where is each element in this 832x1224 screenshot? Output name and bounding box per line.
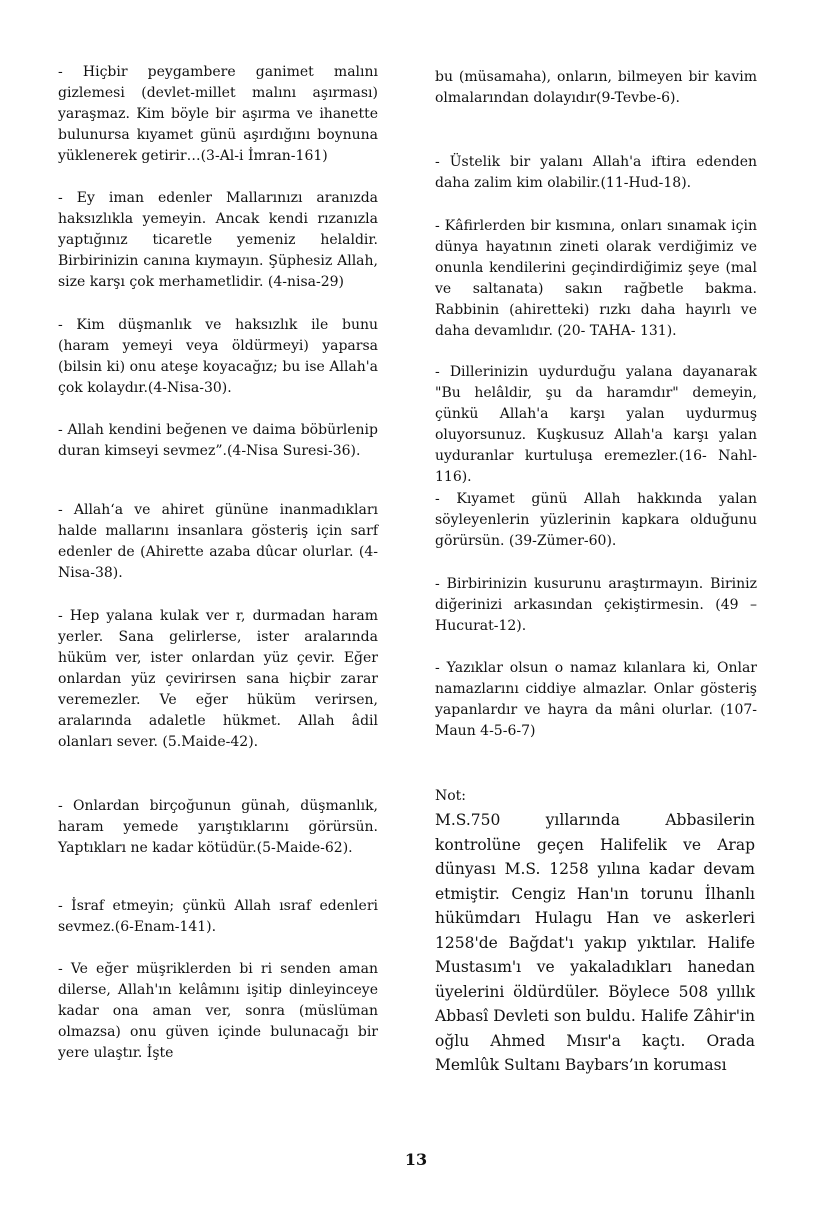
paragraph-right-5: - Kıyamet günü Allah hakkında yalan söyleyenlerin yüzlerinin kapkara olduğunu görürsün. (39-Zümer-60).	[435, 491, 757, 549]
note-label: Not:	[435, 788, 467, 804]
paragraph-left-3: - Kim düşmanlık ve haksızlık ile bunu (haram yemeyi veya öldürmeyi) yaparsa (bilsin ki) onu ateşe koyacağız; bu ise Allah'a çok kolaydır.(4-Nisa-30).	[58, 317, 378, 396]
paragraph-right-7: - Yazıklar olsun o namaz kılanlara ki, Onlar namazlarını ciddiye almazlar. Onlar gösteriş yapanlardır ve hayra da mâni olurlar. (107-Maun 4-5-6-7)	[435, 660, 757, 739]
paragraph-left-4: - Allah kendini beğenen ve daima böbürlenip duran kimseyi sevmez”.(4-Nisa Suresi-36).	[58, 422, 378, 459]
paragraph-right-4: - Dillerinizin uydurduğu yalana dayanarak "Bu helâldir, şu da haramdır" demeyin, çünkü Allah'a karşı yalan uydurmuş oluyorsunuz. Kuşkusuz Allah'a karşı yalan uyduranlar kurtuluşa eremezler.(16- Nahl-116).	[435, 364, 757, 485]
note-text: M.S.750 yıllarında Abbasilerin kontrolüne geçen Halifelik ve Arap dünyası M.S. 1258 yılına kadar devam etmiştir. Cengiz Han'ın torunu İlhanlı hükümdarı Hulagu Han ve askerleri 1258'de Bağdat'ı yakıp yıktılar. Halife Mustasım'ı ve yakaladıkları hanedan üyelerini öldürdüler. Böylece 508 yıllık Abbasî Devleti son buldu. Halife Zâhir'in oğlu Ahmed Mısır'a kaçtı. Orada Memlûk Sultanı Baybars’ın koruması	[435, 811, 755, 1074]
paragraph-right-2: - Üstelik bir yalanı Allah'a iftira edenden daha zalim kim olabilir.(11-Hud-18).	[435, 154, 757, 191]
paragraph-left-2: - Ey iman edenler Mallarınızı aranızda haksızlıkla yemeyin. Ancak kendi rızanızla yaptığınız ticaretle yemeniz helaldir. Birbirinizin canına kıymayın. Şüphesiz Allah, size karşı çok merhametlidir. (4-nisa-29)	[58, 190, 378, 290]
paragraph-left-7: - Onlardan birçoğunun günah, düşmanlık, haram yemede yarıştıklarını görürsün. Yaptıkları ne kadar kötüdür.(5-Maide-62).	[58, 798, 378, 856]
paragraph-right-3: - Kâfirlerden bir kısmına, onları sınamak için dünya hayatının zineti olarak verdiğimiz ve onunla kendilerini geçindirdiğimiz şeye (mal ve saltanata) sakın rağbetle bakma. Rabbinin (ahiretteki) rızkı daha hayırlı ve daha devamlıdır. (20- TAHA- 131).	[435, 218, 757, 339]
page-number: 13	[404, 1150, 428, 1169]
paragraph-right-1: bu (müsamaha), onların, bilmeyen bir kavim olmalarından dolayıdır(9-Tevbe-6).	[435, 69, 757, 106]
paragraph-left-6: - Hep yalana kulak ver r, durmadan haram yerler. Sana gelirlerse, ister aralarında hüküm ver, ister onlardan yüz çevir. Eğer onlardan yüz çevirirsen sana hiçbir zarar veremezler. Ve eğer hüküm verirsen, aralarında adaletle hükmet. Allah âdil olanları sever. (5.Maide-42).	[58, 608, 378, 750]
paragraph-left-5: - Allah‘a ve ahiret gününe inanmadıkları halde mallarını insanlara gösteriş için sarf edenler de (Ahirette azaba dûcar olurlar. (4-Nisa-38).	[58, 502, 378, 581]
paragraph-left-1: - Hiçbir peygambere ganimet malını gizlemesi (devlet-millet malını aşırması) yaraşmaz. Kim böyle bir aşırma ve ihanette bulunursa kıyamet günü aşırdığını boynuna yüklenerek getirir…(3-Al-i İmran-161)	[58, 64, 378, 164]
paragraph-left-8: - İsraf etmeyin; çünkü Allah ısraf edenleri sevmez.(6-Enam-141).	[58, 898, 378, 935]
paragraph-right-6: - Birbirinizin kusurunu araştırmayın. Biriniz diğerinizi arkasından çekiştirmesin. (49 – Hucurat-12).	[435, 576, 757, 634]
paragraph-left-9: - Ve eğer müşriklerden bi ri senden aman dilerse, Allah'ın kelâmını işitip dinleyinceye kadar ona aman ver, sonra (müslüman olmazsa) onu güven içinde bulunacağı bir yere ulaştır. İşte	[58, 961, 378, 1061]
